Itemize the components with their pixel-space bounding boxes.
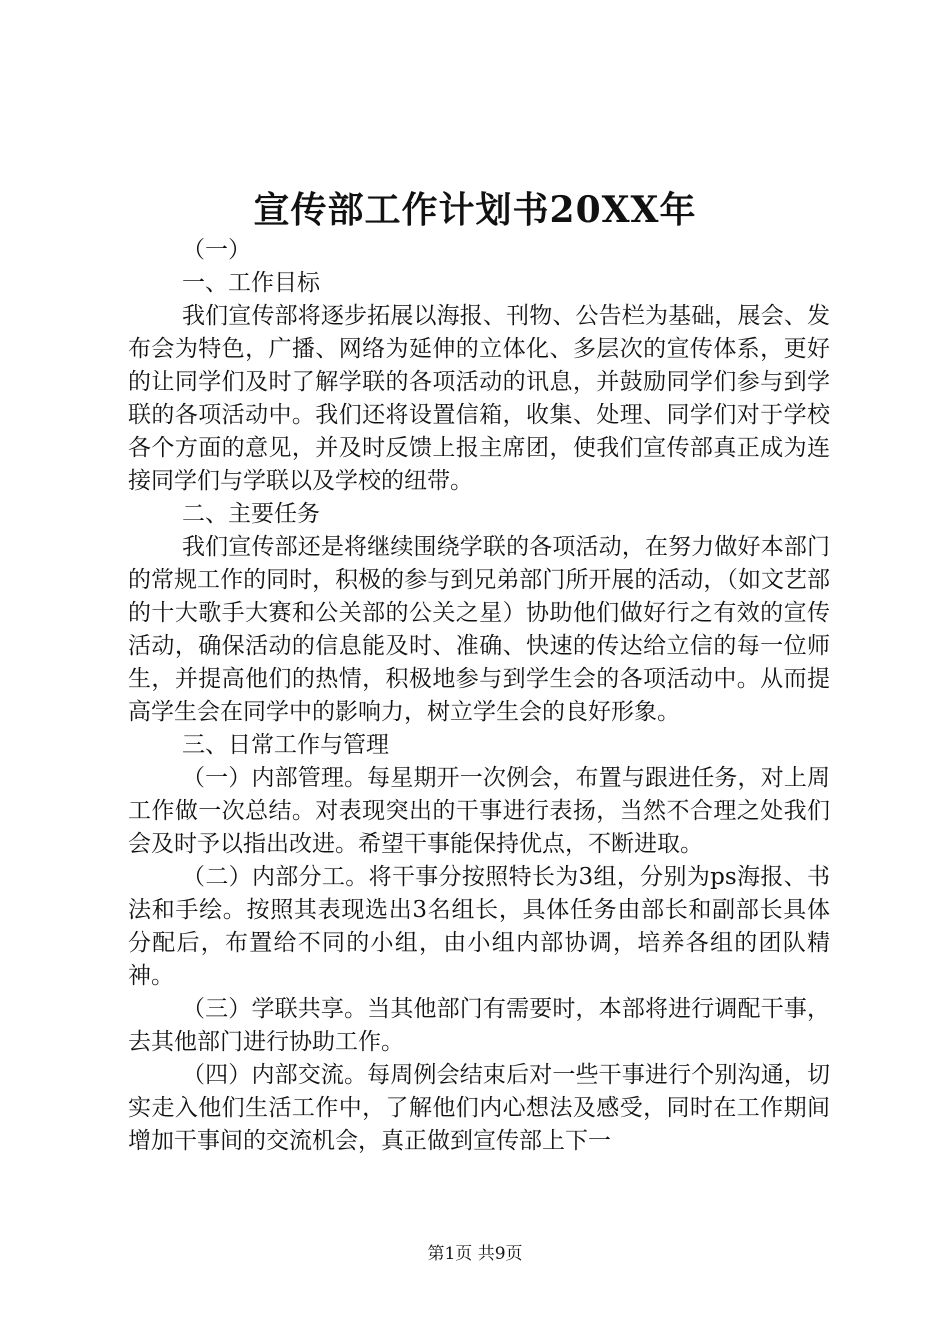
heading-daily-work: 三、日常工作与管理	[182, 732, 389, 758]
section-marker: （一）	[182, 237, 251, 263]
document-title: 宣传部工作计划书20XX年	[253, 189, 697, 231]
paragraph-main-tasks: 我们宣传部还是将继续围绕学联的各项活动，在努力做好本部门的常规工作的同时，积极的参与到兄弟部门所开展的活动，（如文艺部的十大歌手大赛和公关部的公关之星）协助他们做好行之有效的宣传活动，确保活动的信息能及时、准确、快速的传达给立信的每一位师生，并提高他们的热情，积极地参与到学生会的各项活动中。从而提高学生会在同学中的影响力，树立学生会的良好形象。	[128, 534, 830, 725]
paragraph-internal-management: （一）内部管理。每星期开一次例会，布置与跟进任务，对上周工作做一次总结。对表现突出的干事进行表扬，当然不合理之处我们会及时予以指出改进。希望干事能保持优点，不断进取。	[128, 765, 830, 857]
paragraph-work-goals: 我们宣传部将逐步拓展以海报、刊物、公告栏为基础，展会、发布会为特色，广播、网络为延伸的立体化、多层次的宣传体系，更好的让同学们及时了解学联的各项活动的讯息，并鼓励同学们参与到学联的各项活动中。我们还将设置信箱，收集、处理、同学们对于学校各个方面的意见，并及时反馈上报主席团，使我们宣传部真正成为连接同学们与学联以及学校的纽带。	[128, 303, 830, 494]
heading-work-goals: 一、工作目标	[182, 270, 320, 296]
paragraph-internal-communication: （四）内部交流。每周例会结束后对一些干事进行个别沟通，切实走入他们生活工作中，了解他们内心想法及感受，同时在工作期间增加干事间的交流机会，真正做到宣传部上下一	[128, 1062, 830, 1154]
document-body	[128, 234, 830, 1158]
paragraph-internal-division: （二）内部分工。将干事分按照特长为3组，分别为ps海报、书法和手绘。按照其表现选出3名组长，具体任务由部长和副部长具体分配后，布置给不同的小组，由小组内部协调，培养各组的团队精神。	[128, 864, 830, 989]
page-number-footer: 第1页 共9页	[427, 1244, 523, 1264]
heading-main-tasks: 二、主要任务	[182, 501, 320, 527]
paragraph-shared-resources: （三）学联共享。当其他部门有需要时，本部将进行调配干事，去其他部门进行协助工作。	[128, 996, 830, 1055]
